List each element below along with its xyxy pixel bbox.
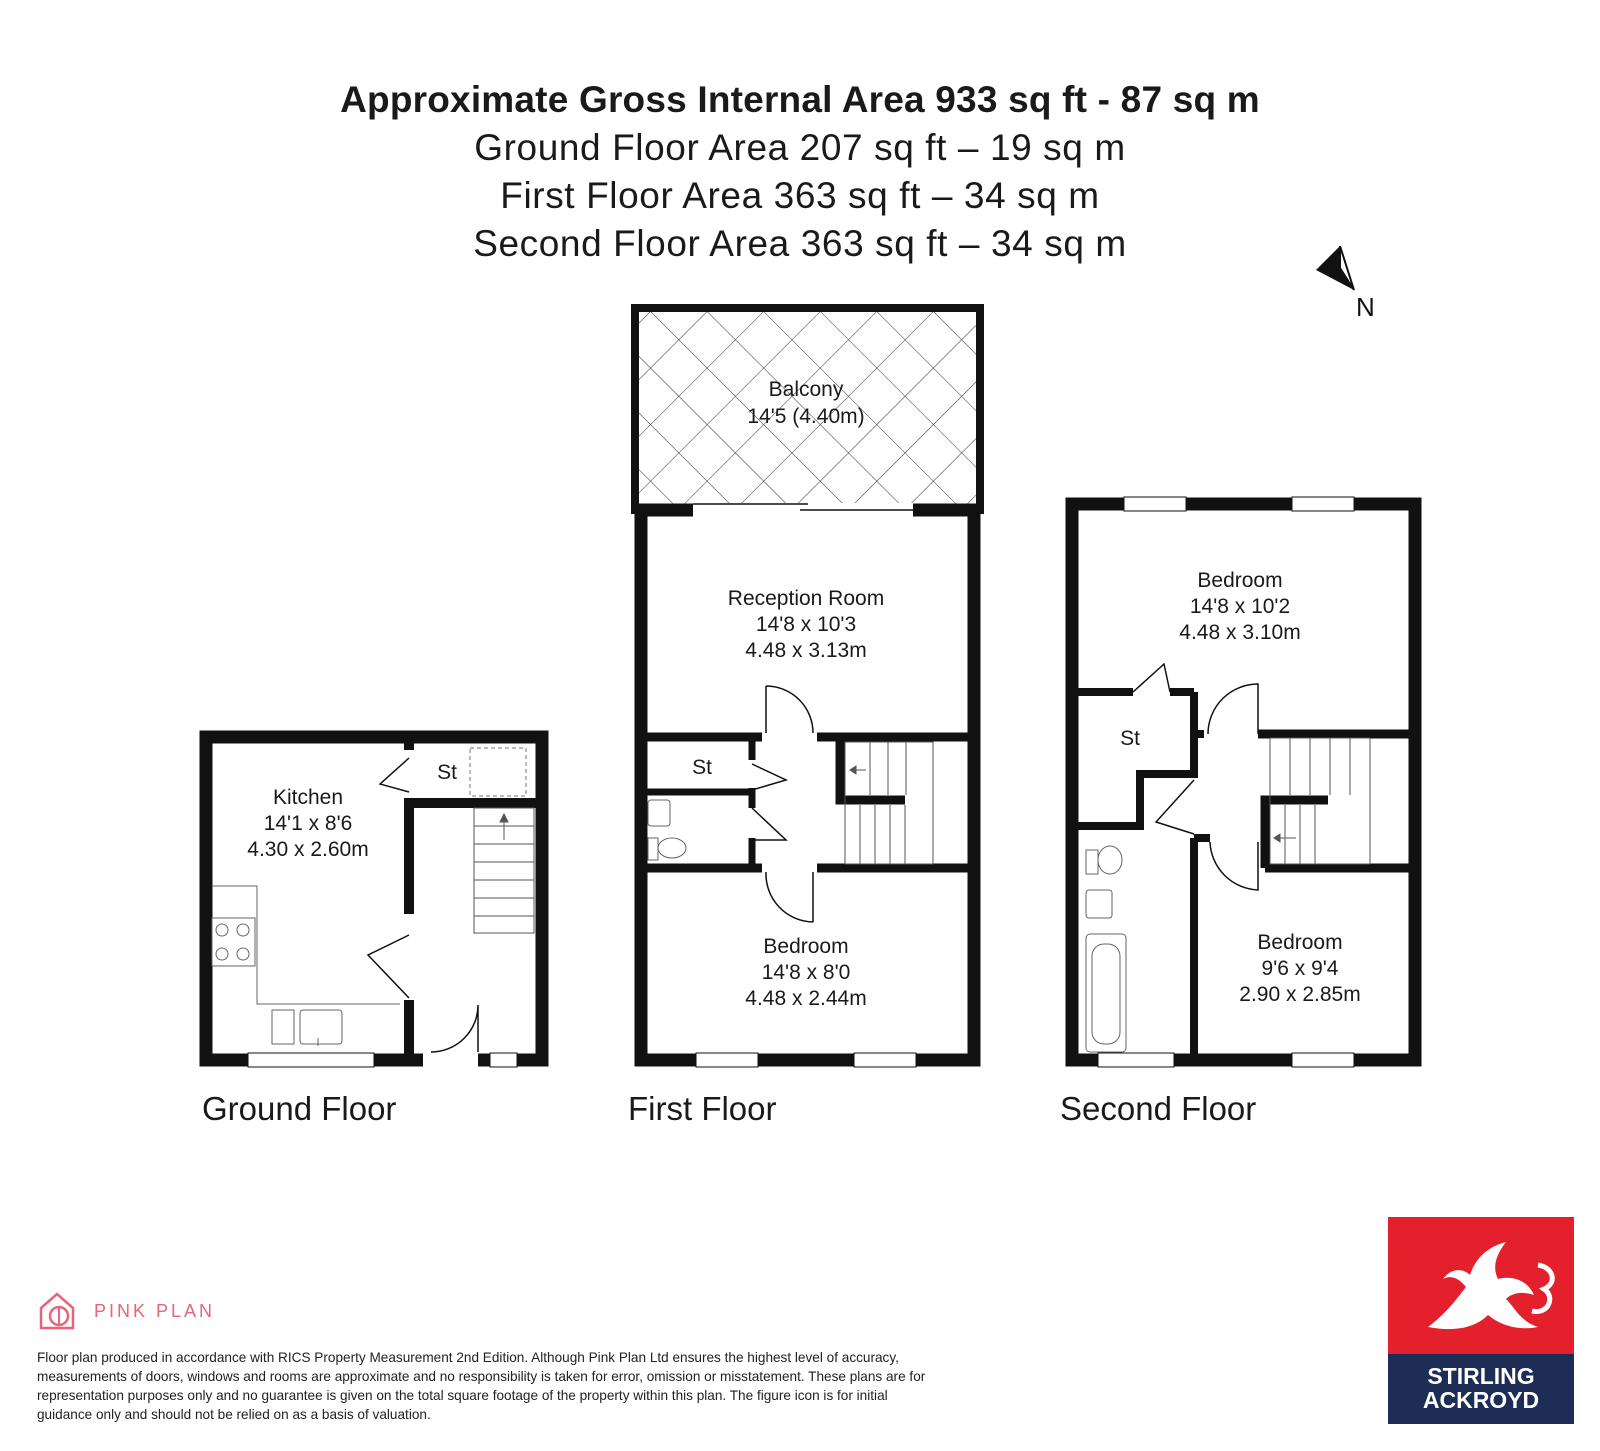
second-bedroom1-metric: 4.48 x 3.10m: [1179, 621, 1301, 644]
first-bedroom-label: Bedroom: [763, 935, 849, 958]
ground-floor-plan: [206, 737, 542, 1068]
kitchen-imperial: 14'1 x 8'6: [263, 812, 353, 835]
reception-label: Reception Room: [727, 587, 885, 610]
disclaimer-text: Floor plan produced in accordance with RICS Property Measurement 2nd Edition. Although Pink Plan Ltd ensures the highest level of accuracy, measurements of doors, windows and rooms are approximate and no responsibility is taken for error, omission or misstatement. These plans are for representation purposes only and no guarantee is given on the total square footage of the property within this plan. The figure icon is for initial guidance only and should not be relied on as a basis of valuation.: [37, 1350, 926, 1422]
agent-name-line2: ACKROYD: [1422, 1387, 1540, 1413]
pink-plan-brand: PINK PLAN: [94, 1301, 216, 1321]
kitchen-label: Kitchen: [272, 786, 344, 809]
first-floor-label: First Floor: [628, 1090, 777, 1127]
first-bedroom-imperial: 14'8 x 8'0: [761, 961, 851, 984]
first-store-label: St: [692, 756, 712, 779]
agent-name-line1: STIRLING: [1427, 1363, 1535, 1389]
gross-area-title: Approximate Gross Internal Area 933 sq ft - 87 sq m: [340, 79, 1260, 120]
ground-floor-area: Ground Floor Area 207 sq ft – 19 sq m: [474, 127, 1126, 168]
stirling-ackroyd-logo: [1388, 1217, 1574, 1424]
second-bedroom1-label: Bedroom: [1197, 569, 1283, 592]
reception-imperial: 14'8 x 10'3: [755, 613, 857, 636]
ground-floor-label: Ground Floor: [202, 1090, 397, 1127]
kitchen-metric: 4.30 x 2.60m: [247, 838, 369, 861]
balcony-label: Balcony: [768, 378, 844, 401]
second-bedroom2-label: Bedroom: [1257, 931, 1343, 954]
first-bedroom-metric: 4.48 x 2.44m: [745, 987, 867, 1010]
reception-metric: 4.48 x 3.13m: [745, 639, 867, 662]
second-bedroom2-imperial: 9'6 x 9'4: [1261, 957, 1339, 980]
ground-store-label: St: [437, 761, 457, 784]
second-bedroom2-metric: 2.90 x 2.85m: [1239, 983, 1361, 1006]
second-bedroom1-imperial: 14'8 x 10'2: [1189, 595, 1291, 618]
balcony-size: 14'5 (4.40m): [747, 405, 865, 428]
second-floor-label: Second Floor: [1060, 1090, 1257, 1127]
pink-plan-house-icon: [37, 1288, 81, 1332]
griffin-icon: [1388, 1217, 1574, 1354]
compass-label: N: [1356, 292, 1375, 322]
second-floor-area: Second Floor Area 363 sq ft – 34 sq m: [473, 223, 1127, 264]
griffin-emblem: [1388, 1217, 1574, 1354]
second-store-label: St: [1120, 727, 1140, 750]
agent-wordmark: [1388, 1354, 1574, 1424]
first-floor-area: First Floor Area 363 sq ft – 34 sq m: [500, 175, 1100, 216]
